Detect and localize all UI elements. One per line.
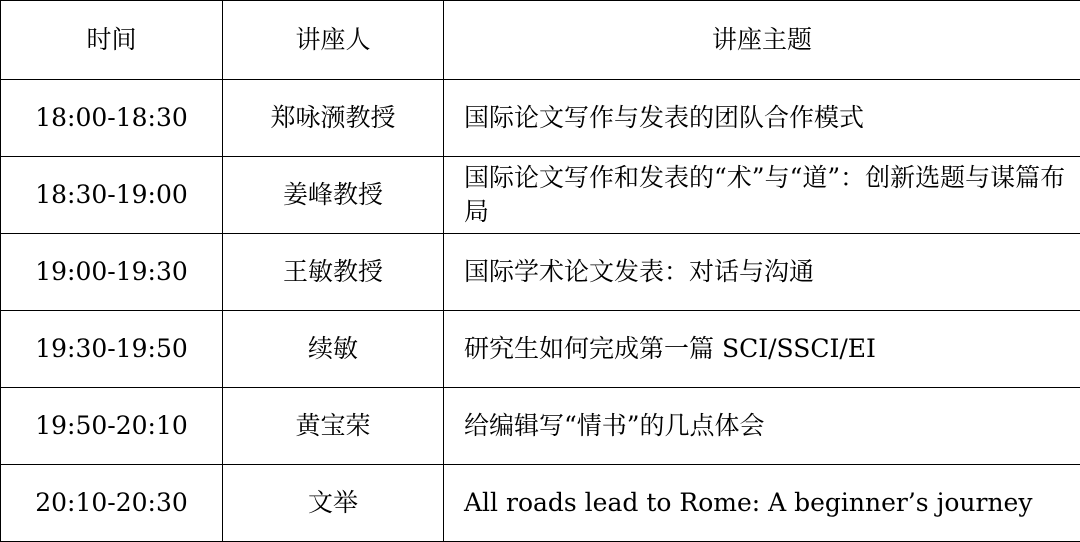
cell-topic: All roads lead to Rome: A beginner’s journey — [444, 465, 1080, 542]
cell-time: 19:50-20:10 — [1, 388, 223, 465]
cell-topic: 国际论文写作与发表的团队合作模式 — [444, 80, 1080, 157]
cell-topic: 国际学术论文发表：对话与沟通 — [444, 234, 1080, 311]
table-row — [1, 157, 1080, 234]
header-row — [1, 1, 1080, 80]
column-header-topic: 讲座主题 — [444, 1, 1080, 80]
cell-person: 黄宝荣 — [223, 388, 444, 465]
cell-time: 20:10-20:30 — [1, 465, 223, 542]
table-row — [1, 465, 1080, 542]
cell-time: 19:30-19:50 — [1, 311, 223, 388]
table-row — [1, 80, 1080, 157]
table-row — [1, 388, 1080, 465]
cell-time: 18:30-19:00 — [1, 157, 223, 234]
table-body — [1, 80, 1080, 542]
table-row — [1, 311, 1080, 388]
cell-time: 19:00-19:30 — [1, 234, 223, 311]
cell-person: 王敏教授 — [223, 234, 444, 311]
cell-person: 郑咏滪教授 — [223, 80, 444, 157]
cell-topic: 国际论文写作和发表的“术”与“道”：创新选题与谋篇布局 — [444, 157, 1080, 234]
cell-topic: 研究生如何完成第一篇 SCI/SSCI/EI — [444, 311, 1080, 388]
cell-topic: 给编辑写“情书”的几点体会 — [444, 388, 1080, 465]
cell-person: 文举 — [223, 465, 444, 542]
cell-person: 姜峰教授 — [223, 157, 444, 234]
cell-person: 续敏 — [223, 311, 444, 388]
table-row — [1, 234, 1080, 311]
table-header — [1, 1, 1080, 80]
column-header-person: 讲座人 — [223, 1, 444, 80]
column-header-time: 时间 — [1, 1, 223, 80]
cell-time: 18:00-18:30 — [1, 80, 223, 157]
